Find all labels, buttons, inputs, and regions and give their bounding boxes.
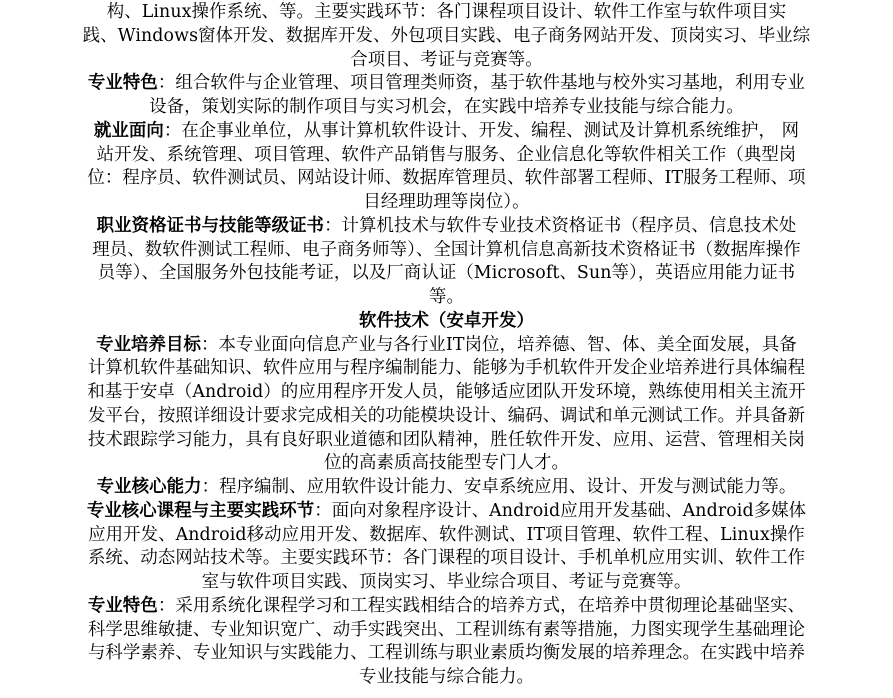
section-label: 专业核心课程与主要实践环节 xyxy=(86,500,315,521)
text-line xyxy=(0,215,893,237)
text-line xyxy=(0,619,893,641)
text-line xyxy=(0,286,893,308)
text-line xyxy=(0,666,893,688)
text-line xyxy=(0,381,893,403)
line-text: ：程序编制、应用软件设计能力、安卓系统应用、设计、开发与测试能力等。 xyxy=(201,477,797,497)
text-line xyxy=(0,144,893,166)
text-line xyxy=(0,1,893,23)
text-line xyxy=(0,96,893,118)
text-line xyxy=(0,524,893,546)
line-text: 技术跟踪学习能力，具有良好职业道德和团队精神，胜任软件开发、应用、运营、管理相关岗 xyxy=(87,429,806,450)
text-line xyxy=(0,120,893,142)
line-text: 理员、数软件测试工程师、电子商务师等）、全国计算机信息高新技术资格证书（数据库操作 xyxy=(92,239,801,260)
section-title xyxy=(0,310,893,332)
line-text: 设备，策划实际的制作项目与实习机会，在实践中培养专业技能与综合能力。 xyxy=(149,97,744,117)
line-text: 系统、动态网站技术等。主要实践环节：各门课程的项目设计、手机单机应用实训、软件工作 xyxy=(87,548,806,569)
line-text: 站开发、系统管理、项目管理、软件产品销售与服务、企业信息化等软件相关工作（典型岗 xyxy=(96,144,797,165)
line-text: 和基于安卓（Android）的应用程序开发人员，能够适应团队开发环境，熟练使用相关主流开 xyxy=(87,382,806,402)
line-text: 应用开发、Android移动应用开发、数据库、软件测试、IT项目管理、软件工程、Linux操作 xyxy=(88,524,805,545)
text-line xyxy=(0,476,893,498)
text-line xyxy=(0,547,893,569)
section-label: 专业培养目标 xyxy=(96,334,202,355)
line-text: 位：程序员、软件测试员、网站设计师、数据库管理员、软件部署工程师、IT服务工程师、项 xyxy=(87,168,806,189)
text-line xyxy=(0,405,893,427)
text-line xyxy=(0,642,893,664)
text-line xyxy=(0,239,893,261)
line-text: 目经理助理等岗位）。 xyxy=(363,192,530,212)
text-line xyxy=(0,191,893,213)
line-text: 员等）、全国服务外包技能考证，以及厂商认证（Microsoft、Sun等），英语应用能力证书 xyxy=(97,263,796,284)
line-text: ：组合软件与企业管理、项目管理类师资，基于软件基地与校外实习基地，利用专业 xyxy=(157,73,806,94)
text-line xyxy=(0,262,893,284)
section-label: 专业特色 xyxy=(87,73,158,94)
section-label: 就业面向 xyxy=(93,120,164,141)
section-label: 职业资格证书与技能等级证书 xyxy=(96,215,325,236)
text-line xyxy=(0,452,893,474)
line-text: ：计算机技术与软件专业技术资格证书（程序员、信息技术处 xyxy=(324,215,797,236)
text-line xyxy=(0,571,893,593)
line-text: ：在企事业单位，从事计算机软件设计、开发、编程、测试及计算机系统维护， 网 xyxy=(163,120,800,141)
text-line xyxy=(0,49,893,71)
section-label: 专业核心能力 xyxy=(96,477,202,497)
text-line xyxy=(0,72,893,94)
line-text: ：采用系统化课程学习和工程实践相结合的培养方式，在培养中贯彻理论基础坚实、 xyxy=(157,595,806,616)
text-line xyxy=(0,167,893,189)
section-label: 专业特色 xyxy=(87,595,158,616)
text-line xyxy=(0,595,893,617)
text-line xyxy=(0,500,893,522)
section-title-text: 软件技术（安卓开发） xyxy=(359,310,534,331)
text-line xyxy=(0,334,893,356)
text-line xyxy=(0,357,893,379)
line-text: 践、Windows窗体开发、数据库开发、外包项目实践、电子商务网站开发、顶岗实习、毕业综 xyxy=(82,25,811,46)
text-line xyxy=(0,25,893,47)
line-text: 位的高素质高技能型专门人才。 xyxy=(324,453,569,474)
text-line xyxy=(0,429,893,451)
line-text: 与科学素养、专业知识与实践能力、工程训练与职业素质均衡发展的培养理念。在实践中培养 xyxy=(87,643,806,664)
line-text: ：本专业面向信息产业与各行业IT岗位，培养德、智、体、美全面发展，具备 xyxy=(201,334,797,355)
line-text: 合项目、考证与竞赛等。 xyxy=(350,49,543,70)
line-text: 科学思维敏捷、专业知识宽广、动手实践突出、工程训练有素等措施，力图实现学生基础理论 xyxy=(87,619,806,640)
line-text: 室与软件项目实践、顶岗实习、毕业综合项目、考证与竞赛等。 xyxy=(201,572,692,592)
line-text: 专业技能与综合能力。 xyxy=(359,667,534,687)
line-text: 计算机软件基础知识、软件应用与程序编制能力、能够为手机软件开发企业培养进行具体编程 xyxy=(87,358,806,379)
line-text: 等。 xyxy=(429,287,464,307)
line-text: 发平台，按照详细设计要求完成相关的功能模块设计、编码、调试和单元测试工作。并具备新 xyxy=(87,405,806,426)
line-text: ：面向对象程序设计、Android应用开发基础、Android多媒体 xyxy=(314,500,807,521)
line-text: 构、Linux操作系统、等。主要实践环节：各门课程项目设计、软件工作室与软件项目实 xyxy=(106,2,787,22)
